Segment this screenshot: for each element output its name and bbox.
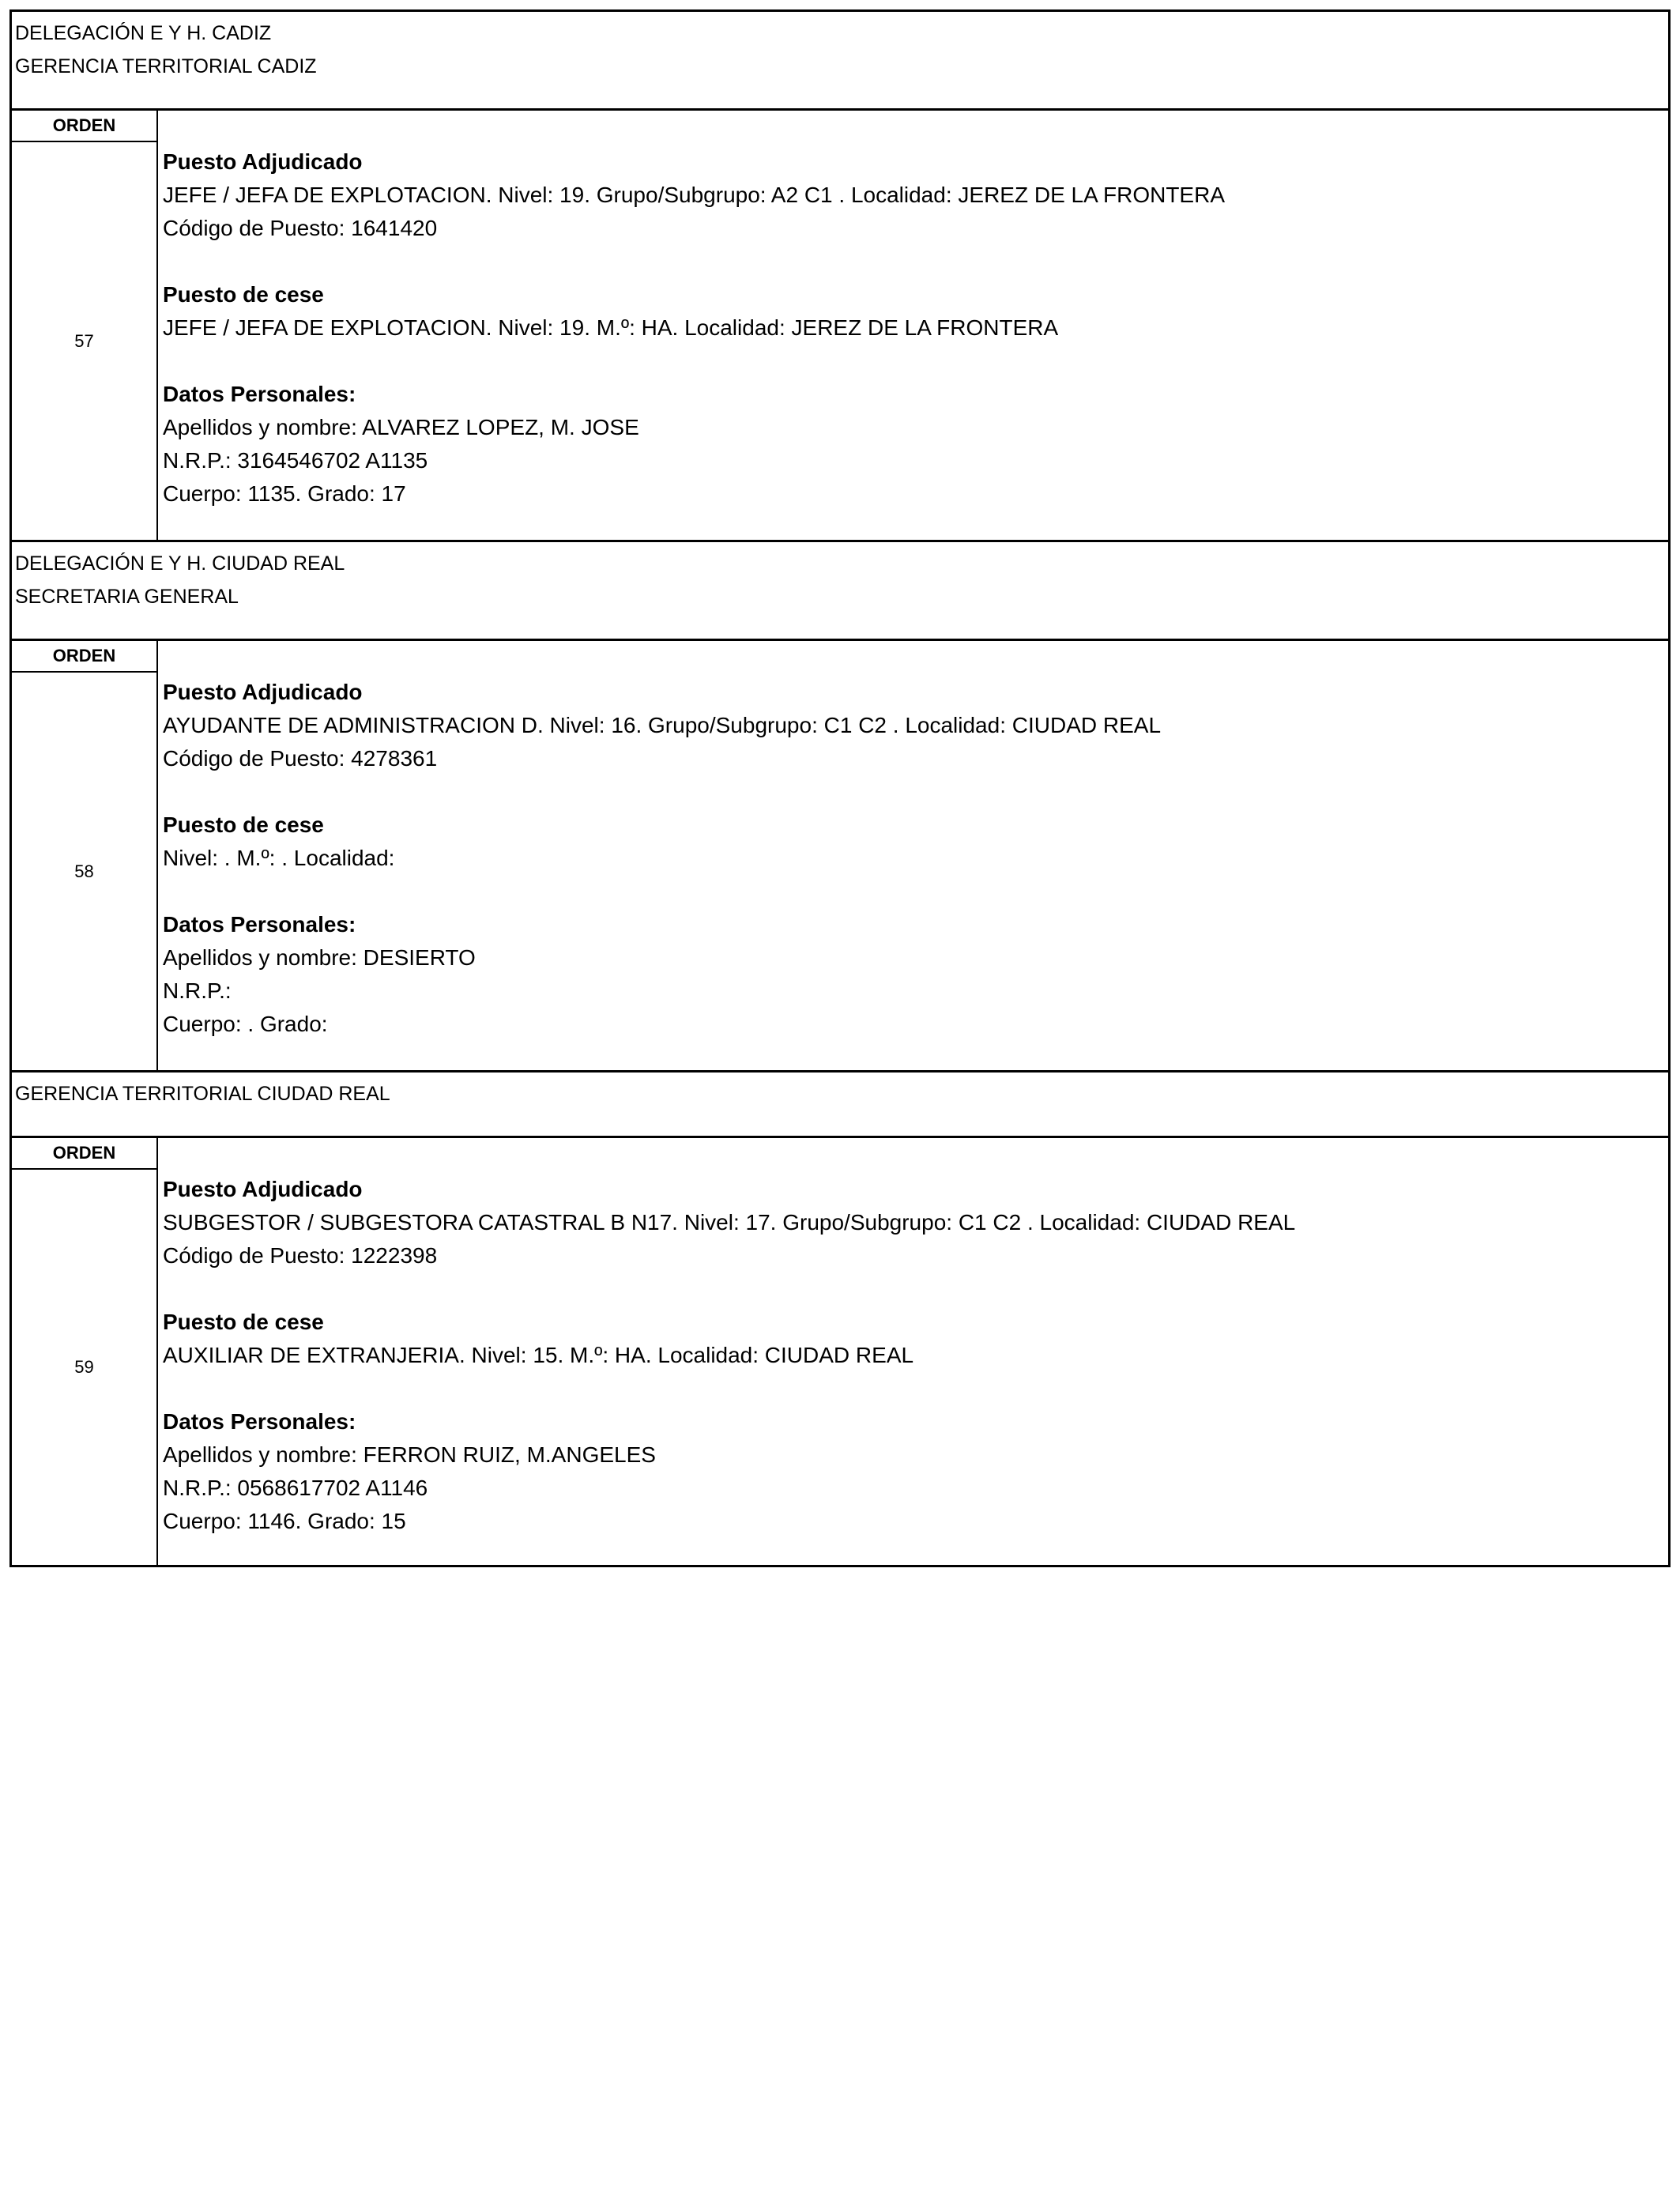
section-header <box>9 540 1671 639</box>
section-header <box>9 1070 1671 1136</box>
puesto-cese-title: Puesto de cese <box>163 812 324 837</box>
puesto-cese-text: JEFE / JEFA DE EXPLOTACION. Nivel: 19. M.º: HA. Localidad: JEREZ DE LA FRONTERA <box>163 315 1059 340</box>
cuerpo-grado: Cuerpo: 1135. Grado: 17 <box>163 481 406 506</box>
puesto-adjudicado-title: Puesto Adjudicado <box>163 1177 363 1201</box>
puesto-adjudicado-text: AYUDANTE DE ADMINISTRACION D. Nivel: 16. Grupo/Subgrupo: C1 C2 . Localidad: CIUDAD REAL <box>163 713 1162 737</box>
nrp: N.R.P.: 3164546702 A1135 <box>163 448 428 473</box>
puesto-cese-title: Puesto de cese <box>163 282 324 307</box>
nrp: N.R.P.: 0568617702 A1146 <box>163 1476 428 1500</box>
cuerpo-grado: Cuerpo: 1146. Grado: 15 <box>163 1509 406 1533</box>
codigo-puesto: Código de Puesto: 1222398 <box>163 1243 438 1268</box>
entry-details <box>158 111 1668 540</box>
nrp: N.R.P.: <box>163 978 232 1003</box>
codigo-puesto: Código de Puesto: 1641420 <box>163 216 438 240</box>
puesto-adjudicado-text: SUBGESTOR / SUBGESTORA CATASTRAL B N17. Nivel: 17. Grupo/Subgrupo: C1 C2 . Localidad: CIUDAD REAL <box>163 1210 1296 1235</box>
datos-personales-title: Datos Personales: <box>163 912 356 937</box>
cuerpo-grado: Cuerpo: . Grado: <box>163 1012 328 1036</box>
orden-label: ORDEN <box>12 1138 156 1170</box>
puesto-adjudicado-text: JEFE / JEFA DE EXPLOTACION. Nivel: 19. Grupo/Subgrupo: A2 C1 . Localidad: JEREZ DE LA FRONTERA <box>163 183 1225 207</box>
section-header <box>9 9 1671 108</box>
datos-personales-title: Datos Personales: <box>163 1409 356 1434</box>
orden-number: 59 <box>74 1357 94 1377</box>
document-table <box>9 9 1671 1567</box>
orden-number: 58 <box>74 861 94 881</box>
orden-column <box>12 1138 158 1565</box>
codigo-puesto: Código de Puesto: 4278361 <box>163 746 438 771</box>
secretaria-label: SECRETARIA GENERAL <box>15 586 239 608</box>
apellidos-nombre: Apellidos y nombre: FERRON RUIZ, M.ANGELES <box>163 1442 656 1467</box>
gerencia-label: GERENCIA TERRITORIAL CIUDAD REAL <box>15 1083 390 1105</box>
orden-number: 57 <box>74 330 94 351</box>
puesto-cese-text: AUXILIAR DE EXTRANJERIA. Nivel: 15. M.º: HA. Localidad: CIUDAD REAL <box>163 1343 914 1367</box>
apellidos-nombre: Apellidos y nombre: DESIERTO <box>163 945 476 970</box>
puesto-adjudicado-title: Puesto Adjudicado <box>163 680 363 704</box>
entry-row <box>9 1136 1671 1567</box>
orden-label: ORDEN <box>12 111 156 142</box>
puesto-cese-title: Puesto de cese <box>163 1310 324 1334</box>
datos-personales-title: Datos Personales: <box>163 382 356 406</box>
entry-row <box>9 108 1671 540</box>
entry-row <box>9 639 1671 1070</box>
puesto-cese-text: Nivel: . M.º: . Localidad: <box>163 846 395 870</box>
puesto-adjudicado-title: Puesto Adjudicado <box>163 149 363 174</box>
delegacion-label: DELEGACIÓN E Y H. CADIZ <box>15 22 272 44</box>
entry-details <box>158 641 1668 1070</box>
orden-column <box>12 111 158 540</box>
apellidos-nombre: Apellidos y nombre: ALVAREZ LOPEZ, M. JOSE <box>163 415 639 439</box>
orden-label: ORDEN <box>12 641 156 673</box>
entry-details <box>158 1138 1668 1565</box>
orden-column <box>12 641 158 1070</box>
gerencia-label: GERENCIA TERRITORIAL CADIZ <box>15 55 317 77</box>
delegacion-label: DELEGACIÓN E Y H. CIUDAD REAL <box>15 552 345 575</box>
